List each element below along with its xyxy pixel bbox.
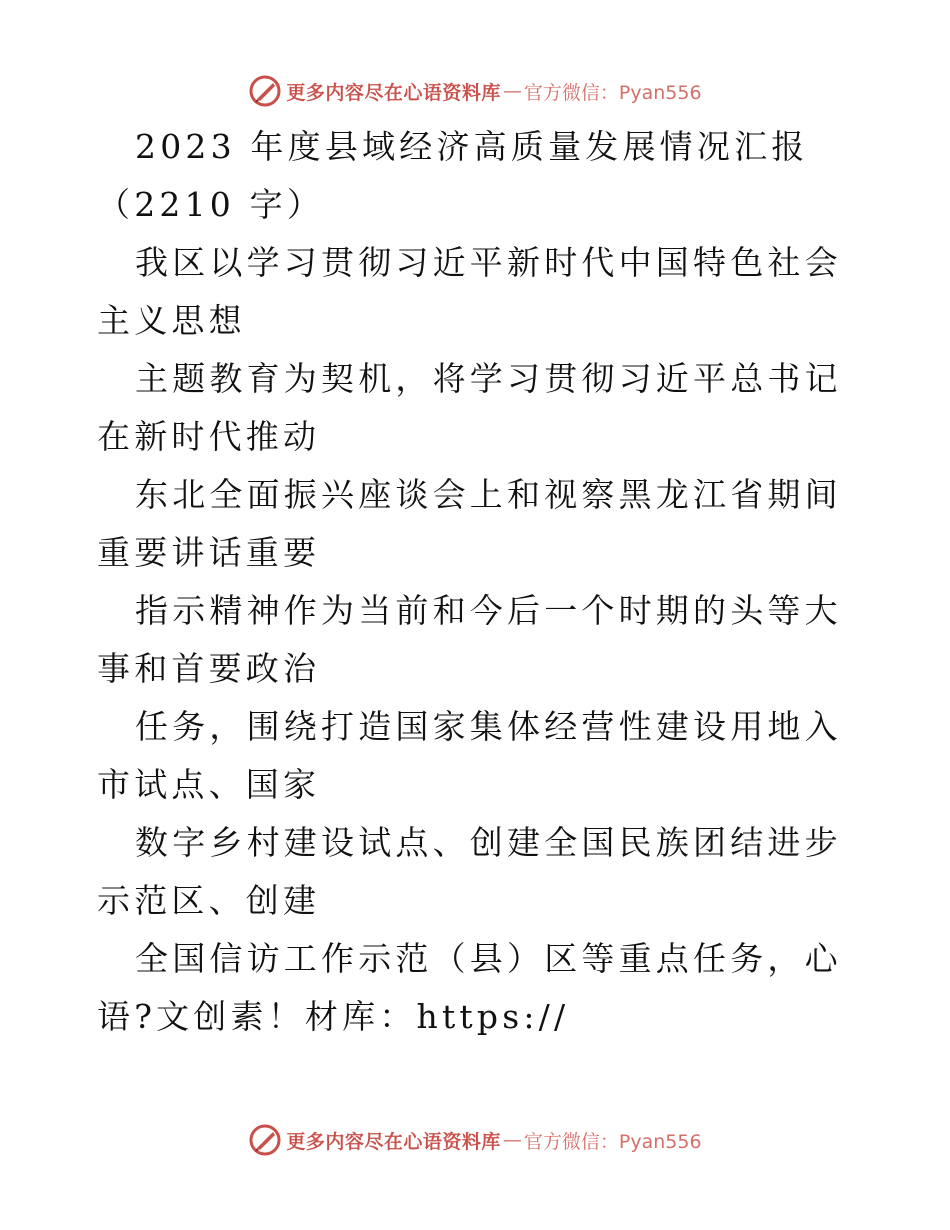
banner-separator: — [502, 80, 522, 102]
banner-contact-text: 官方微信：Pyan556 [523, 81, 702, 104]
header-watermark-banner [0, 71, 950, 111]
paragraph-7: 全国信访工作示范（县）区等重点任务，心语?文创素！材库：https:// [97, 939, 842, 1036]
paragraph-3: 东北全面振兴座谈会上和视察黑龙江省期间重要讲话重要 [97, 475, 842, 572]
quill-pen-logo-icon [248, 1123, 282, 1157]
footer-watermark-banner [0, 1120, 950, 1160]
quill-pen-logo-icon [248, 74, 282, 108]
paragraph-1: 我区以学习贯彻习近平新时代中国特色社会主义思想 [97, 243, 842, 340]
banner-brand-text: 更多内容尽在心语资料库 [286, 1130, 501, 1153]
paragraph-5: 任务，围绕打造国家集体经营性建设用地入市试点、国家 [97, 707, 842, 804]
paragraph-2: 主题教育为契机，将学习贯彻习近平总书记在新时代推动 [97, 359, 842, 456]
banner-separator: — [502, 1129, 522, 1151]
banner-brand-text: 更多内容尽在心语资料库 [286, 81, 501, 104]
paragraph-6: 数字乡村建设试点、创建全国民族团结进步示范区、创建 [97, 823, 842, 920]
document-title: 2023 年度县域经济高质量发展情况汇报（2210 字） [97, 127, 809, 224]
banner-contact-text: 官方微信：Pyan556 [523, 1130, 702, 1153]
paragraph-4: 指示精神作为当前和今后一个时期的头等大事和首要政治 [97, 591, 842, 688]
document-body [97, 118, 857, 1046]
